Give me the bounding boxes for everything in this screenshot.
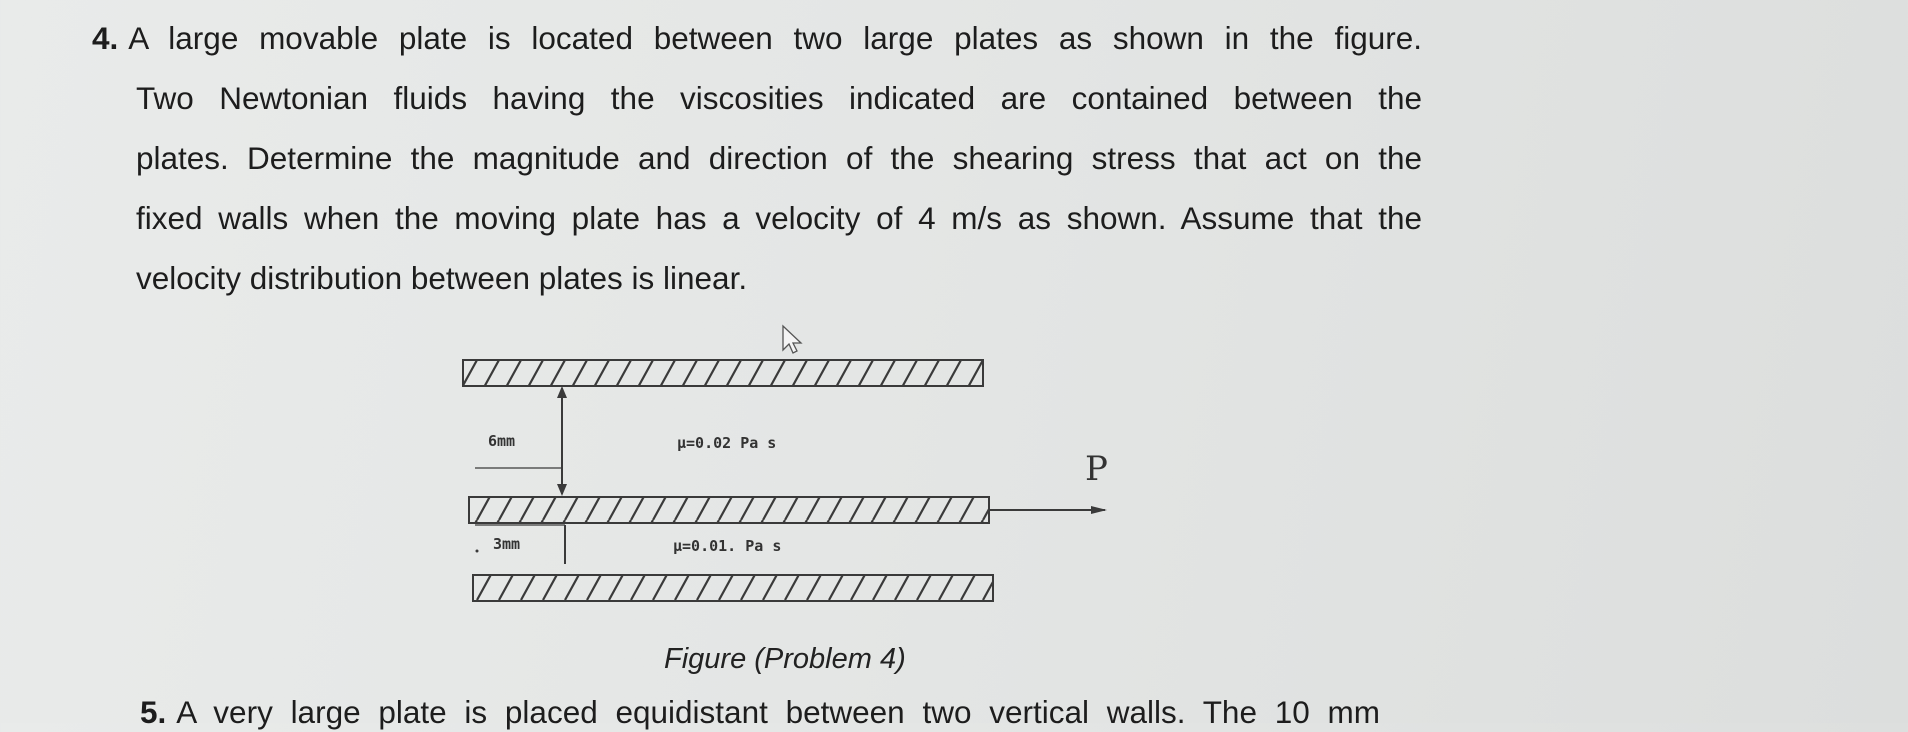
figure-caption: Figure (Problem 4)	[664, 643, 906, 675]
moving-plate	[469, 497, 989, 523]
problem-5	[140, 692, 1380, 732]
problem-4-line-3: plates. Determine the magnitude and direction of the shearing stress that act on the	[136, 140, 1422, 176]
bottom-fixed-plate	[473, 575, 993, 601]
problem-4	[92, 8, 1422, 308]
lower-viscosity-label: μ=0.01. Pa s	[673, 537, 782, 555]
problem-4-text-1: A large movable plate is located between two large plates as shown in the figure.	[128, 20, 1422, 56]
problem-5-number: 5.	[140, 694, 167, 730]
upper-gap-label: 6mm	[488, 432, 516, 450]
plates-diagram	[455, 320, 1155, 620]
problem-5-text: A very large plate is placed equidistant between two vertical walls. The 10 mm	[176, 694, 1380, 730]
problem-4-line-5: velocity distribution between plates is linear.	[136, 260, 748, 296]
problem-4-figure	[455, 320, 1155, 620]
problem-4-line-2: Two Newtonian fluids having the viscosities indicated are contained between the	[136, 80, 1422, 116]
upper-viscosity-label: μ=0.02 Pa s	[677, 434, 777, 452]
top-fixed-plate	[463, 360, 983, 386]
lower-gap-label: 3mm	[493, 535, 521, 553]
force-arrow	[989, 506, 1107, 514]
force-label: P	[1085, 449, 1108, 489]
problem-4-number: 4.	[92, 20, 119, 56]
problem-4-line-4: fixed walls when the moving plate has a velocity of 4 m/s as shown. Assume that the	[136, 200, 1422, 236]
problem-4-line-1	[92, 8, 1422, 68]
mouse-pointer-icon	[783, 326, 801, 353]
